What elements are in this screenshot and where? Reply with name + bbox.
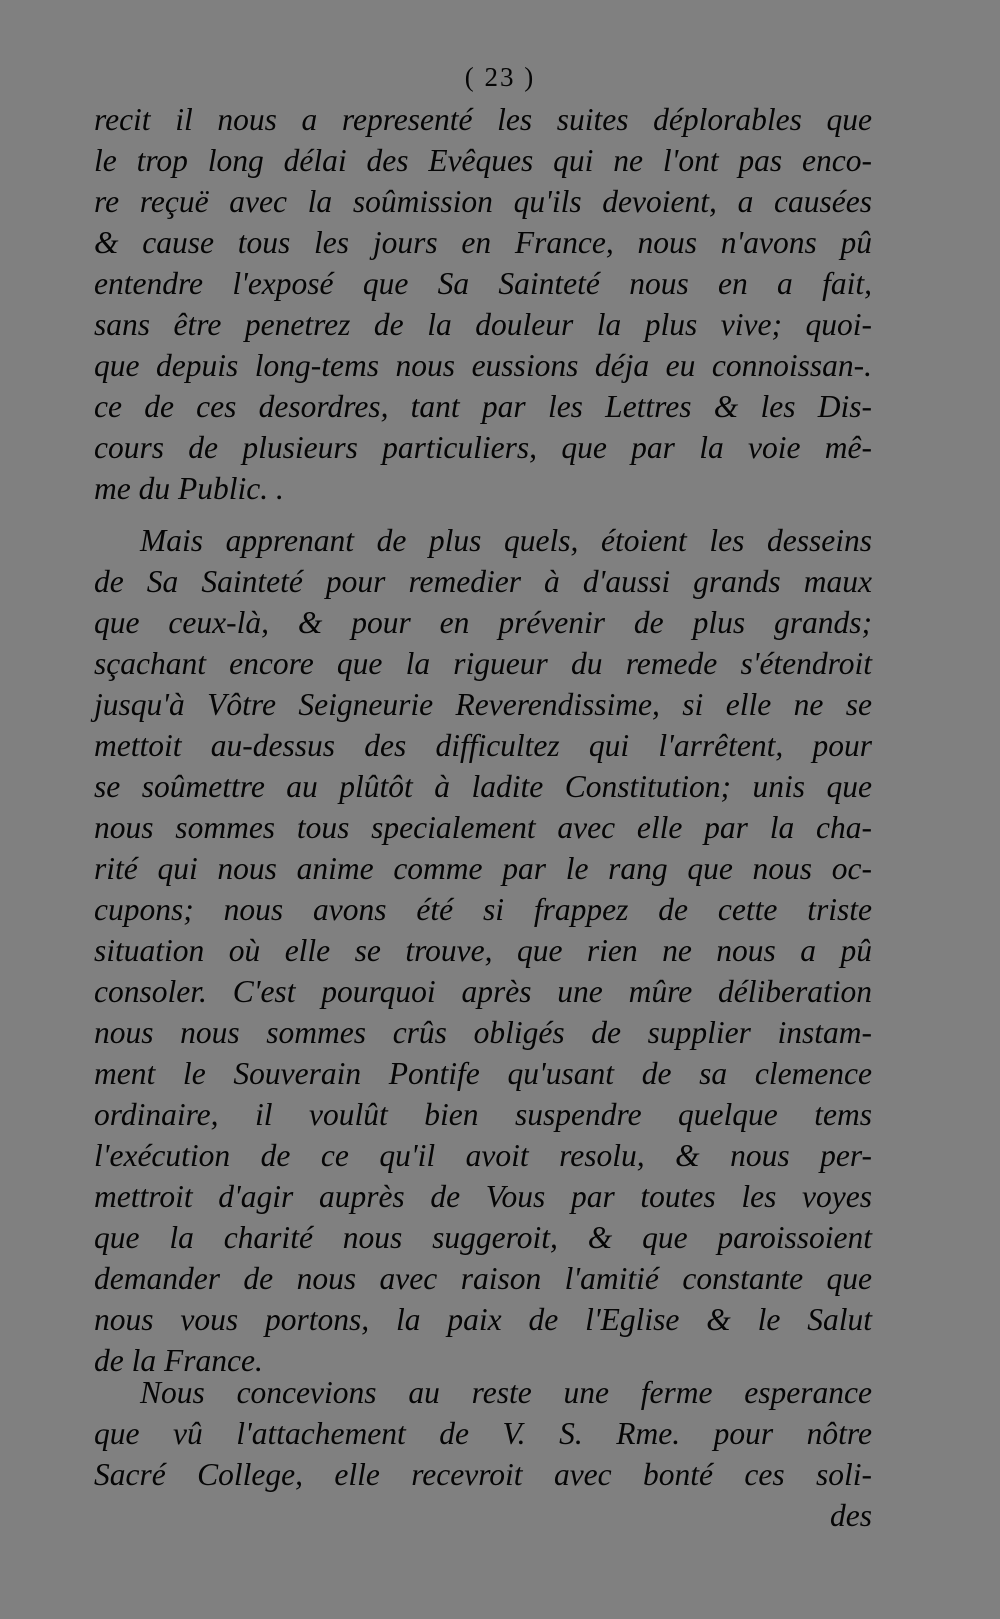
text-line: cupons; nous avons été si frappez de cette triste <box>94 892 872 927</box>
text-line: ordinaire, il voulût bien suspendre quelque tems <box>94 1097 872 1132</box>
text-line: de la France. <box>94 1343 263 1378</box>
paragraph-1 <box>94 99 872 509</box>
text-line: consoler. C'est pourquoi après une mûre déliberation <box>94 974 872 1009</box>
text-line: ce de ces desordres, tant par les Lettres & les Dis- <box>94 389 872 424</box>
text-line: sans être penetrez de la douleur la plus vive; quoi- <box>94 307 872 342</box>
text-line: sçachant encore que la rigueur du remede s'étendroit <box>94 646 872 681</box>
text-line: jusqu'à Vôtre Seigneurie Reverendissime, si elle ne se <box>94 687 872 722</box>
text-line: nous nous sommes crûs obligés de supplier instam- <box>94 1015 872 1050</box>
text-line: nous sommes tous specialement avec elle par la cha- <box>94 810 872 845</box>
text-line: situation où elle se trouve, que rien ne nous a pû <box>94 933 872 968</box>
text-line: que depuis long-tems nous eussions déja eu connoissan-. <box>94 348 872 383</box>
page-number: ( 23 ) <box>464 62 536 92</box>
text-line: nous vous portons, la paix de l'Eglise & le Salut <box>94 1302 872 1337</box>
text-line: cours de plusieurs particuliers, que par la voie mê- <box>94 430 872 465</box>
text-line: me du Public. . <box>94 471 284 506</box>
text-line: le trop long délai des Evêques qui ne l'ont pas enco- <box>94 143 872 178</box>
text-line: l'exécution de ce qu'il avoit resolu, & nous per- <box>94 1138 872 1173</box>
paragraph-3 <box>94 1372 872 1536</box>
text-line: recit il nous a representé les suites déplorables que <box>94 102 872 137</box>
text-line: entendre l'exposé que Sa Sainteté nous en a fait, <box>94 266 872 301</box>
text-line: que ceux-là, & pour en prévenir de plus grands; <box>94 605 872 640</box>
text-line: ment le Souverain Pontife qu'usant de sa clemence <box>94 1056 872 1091</box>
text-line: re reçuë avec la soûmission qu'ils devoient, a causées <box>94 184 872 219</box>
text-line: de Sa Sainteté pour remedier à d'aussi grands maux <box>94 564 872 599</box>
text-line: Nous concevions au reste une ferme esperance <box>140 1375 872 1410</box>
text-line: se soûmettre au plûtôt à ladite Constitution; unis que <box>94 769 872 804</box>
text-line: & cause tous les jours en France, nous n'avons pû <box>94 225 872 260</box>
text-line: mettoit au-dessus des difficultez qui l'arrêtent, pour <box>94 728 872 763</box>
paragraph-2 <box>94 520 872 1381</box>
catchword: des <box>830 1498 872 1533</box>
text-line: rité qui nous anime comme par le rang que nous oc- <box>94 851 872 886</box>
text-line: mettroit d'agir auprès de Vous par toutes les voyes <box>94 1179 872 1214</box>
text-line: Mais apprenant de plus quels, étoient les desseins <box>140 523 872 558</box>
text-line: que la charité nous suggeroit, & que paroissoient <box>94 1220 872 1255</box>
text-line: que vû l'attachement de V. S. Rme. pour nôtre <box>94 1416 872 1451</box>
text-line: Sacré College, elle recevroit avec bonté ces soli- <box>94 1457 872 1492</box>
text-line: demander de nous avec raison l'amitié constante que <box>94 1261 872 1296</box>
